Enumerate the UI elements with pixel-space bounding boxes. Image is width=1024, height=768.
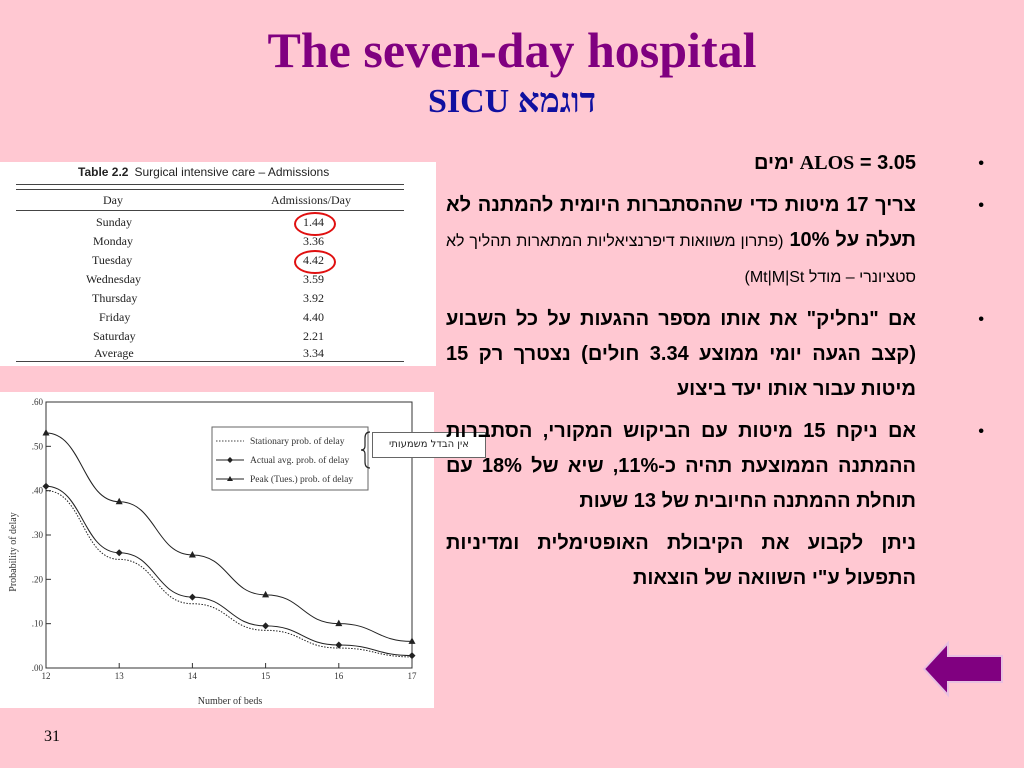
data-point-2 — [409, 637, 416, 644]
table-cell-day: Thursday — [92, 291, 138, 305]
x-tick-label: 16 — [334, 671, 344, 681]
legend-label-actual: Actual avg. prob. of delay — [250, 456, 350, 466]
x-tick-label: 15 — [261, 671, 271, 681]
highlight-circle — [294, 250, 336, 274]
data-point-2 — [116, 498, 123, 505]
table-cell-day: Saturday — [93, 329, 136, 343]
table-cell-value: 3.92 — [303, 291, 324, 305]
y-tick-label: .60 — [31, 397, 43, 407]
bullet-icon: • — [978, 155, 984, 172]
table-cell-day: Tuesday — [92, 253, 133, 267]
table-cell-value: 3.34 — [303, 346, 324, 360]
data-point-2 — [262, 591, 269, 598]
highlight-circle — [294, 212, 336, 236]
y-axis-label: Probability of delay — [8, 512, 19, 592]
x-tick-label: 13 — [114, 671, 124, 681]
data-point-1 — [262, 622, 269, 629]
bullet-alos — [446, 146, 996, 181]
bullet-note: (פתרון משוואות דיפרנציאליות המתארות תהליך לא סטציונרי – מודל Mt|M|St) — [446, 233, 916, 286]
table-cell-day: Average — [94, 346, 134, 360]
table-top-rule — [16, 184, 404, 185]
table-cell-day: Friday — [99, 310, 131, 324]
alos-label: ALOS — [799, 152, 855, 174]
data-point-1 — [116, 549, 123, 556]
bullet-list — [446, 146, 996, 596]
bullet-optimal-capacity — [446, 526, 996, 596]
y-tick-label: .40 — [31, 485, 43, 496]
page-number: 31 — [44, 728, 60, 745]
legend-label-stationary: Stationary prob. of delay — [250, 437, 345, 447]
y-tick-label: .00 — [31, 663, 43, 673]
admissions-table — [0, 162, 436, 366]
table-cell-day: Wednesday — [86, 272, 142, 286]
table-cell-value: 4.40 — [303, 310, 324, 324]
table-caption-text: Surgical intensive care – Admissions — [134, 165, 330, 179]
legend-label-peak: Peak (Tues.) prob. of delay — [250, 475, 354, 485]
table-cell-value: 3.36 — [303, 234, 324, 248]
data-point-1 — [189, 594, 196, 601]
bullet-original-demand — [446, 414, 996, 519]
bullet-icon: • — [978, 197, 984, 214]
data-point-2 — [189, 551, 196, 558]
slide-subtitle: SICU דוגמא — [427, 83, 596, 120]
annotation-brace — [360, 430, 374, 470]
x-tick-label: 17 — [407, 671, 417, 681]
bullet-icon: • — [978, 311, 984, 328]
bullet-text: ניתן לקבוע את הקיבולת האופטימלית ומדיניות התפעול ע"י השוואה של הוצאות — [446, 532, 916, 589]
data-point-1 — [409, 652, 416, 659]
y-tick-label: .50 — [31, 441, 43, 452]
data-point-1 — [335, 641, 342, 648]
table-cell-value: 2.21 — [303, 329, 324, 343]
y-tick-label: .30 — [31, 530, 43, 540]
x-axis-label: Number of beds — [197, 696, 263, 707]
x-tick-label: 12 — [41, 671, 51, 681]
table-cell-value: 3.59 — [303, 272, 324, 286]
data-point-1 — [43, 483, 50, 490]
left-arrow-icon — [922, 640, 1004, 698]
bullet-text: צריך 17 מיטות כדי שההסתברות היומית להמתנה לא תעלה על 10% — [446, 194, 917, 251]
bullet-smoothed-arrivals — [446, 302, 996, 407]
series-line-1 — [46, 486, 412, 655]
data-point-2 — [335, 620, 342, 627]
y-tick-label: .10 — [31, 618, 43, 629]
column-header-admissions: Admissions/Day — [271, 193, 352, 207]
bullet-text: אם ניקח 15 מיטות עם הביקוש המקורי, הסתברות ההמתנה הממוצעת תהיה כ-11%, שיא של 18% עם תוחלת ההמתנה החיובית של 13 שעות — [446, 420, 917, 512]
bullet-icon: • — [978, 423, 984, 440]
alos-value: = 3.05 ימים — [754, 152, 916, 174]
annotation-no-significant-difference: אין הבדל משמעותי — [372, 432, 486, 458]
data-point-2 — [43, 429, 50, 436]
table-cell-value: 4.42 — [303, 253, 324, 267]
bullet-beds-needed — [446, 188, 996, 295]
series-line-0 — [46, 491, 412, 657]
table-label: Table 2.2 — [78, 165, 129, 179]
bullet-text: אם "נחליק" את אותו מספר ההגעות על כל השבוע (קצב הגעה יומי ממוצע 3.34 חולים) נצטרך רק 15 מיטות עבור אותו יעד ביצוע — [446, 308, 916, 400]
x-tick-label: 14 — [187, 671, 197, 681]
table-header-rule — [16, 210, 404, 211]
table-cell-day: Monday — [93, 234, 133, 248]
table-top-rule-2 — [16, 189, 404, 190]
table-cell-day: Sunday — [96, 215, 132, 229]
slide-title: The seven-day hospital — [267, 22, 757, 78]
table-caption — [78, 165, 329, 179]
table-bottom-rule — [16, 361, 404, 362]
y-tick-label: .20 — [31, 574, 43, 585]
table-cell-value: 1.44 — [303, 215, 324, 229]
column-header-day: Day — [103, 193, 123, 207]
